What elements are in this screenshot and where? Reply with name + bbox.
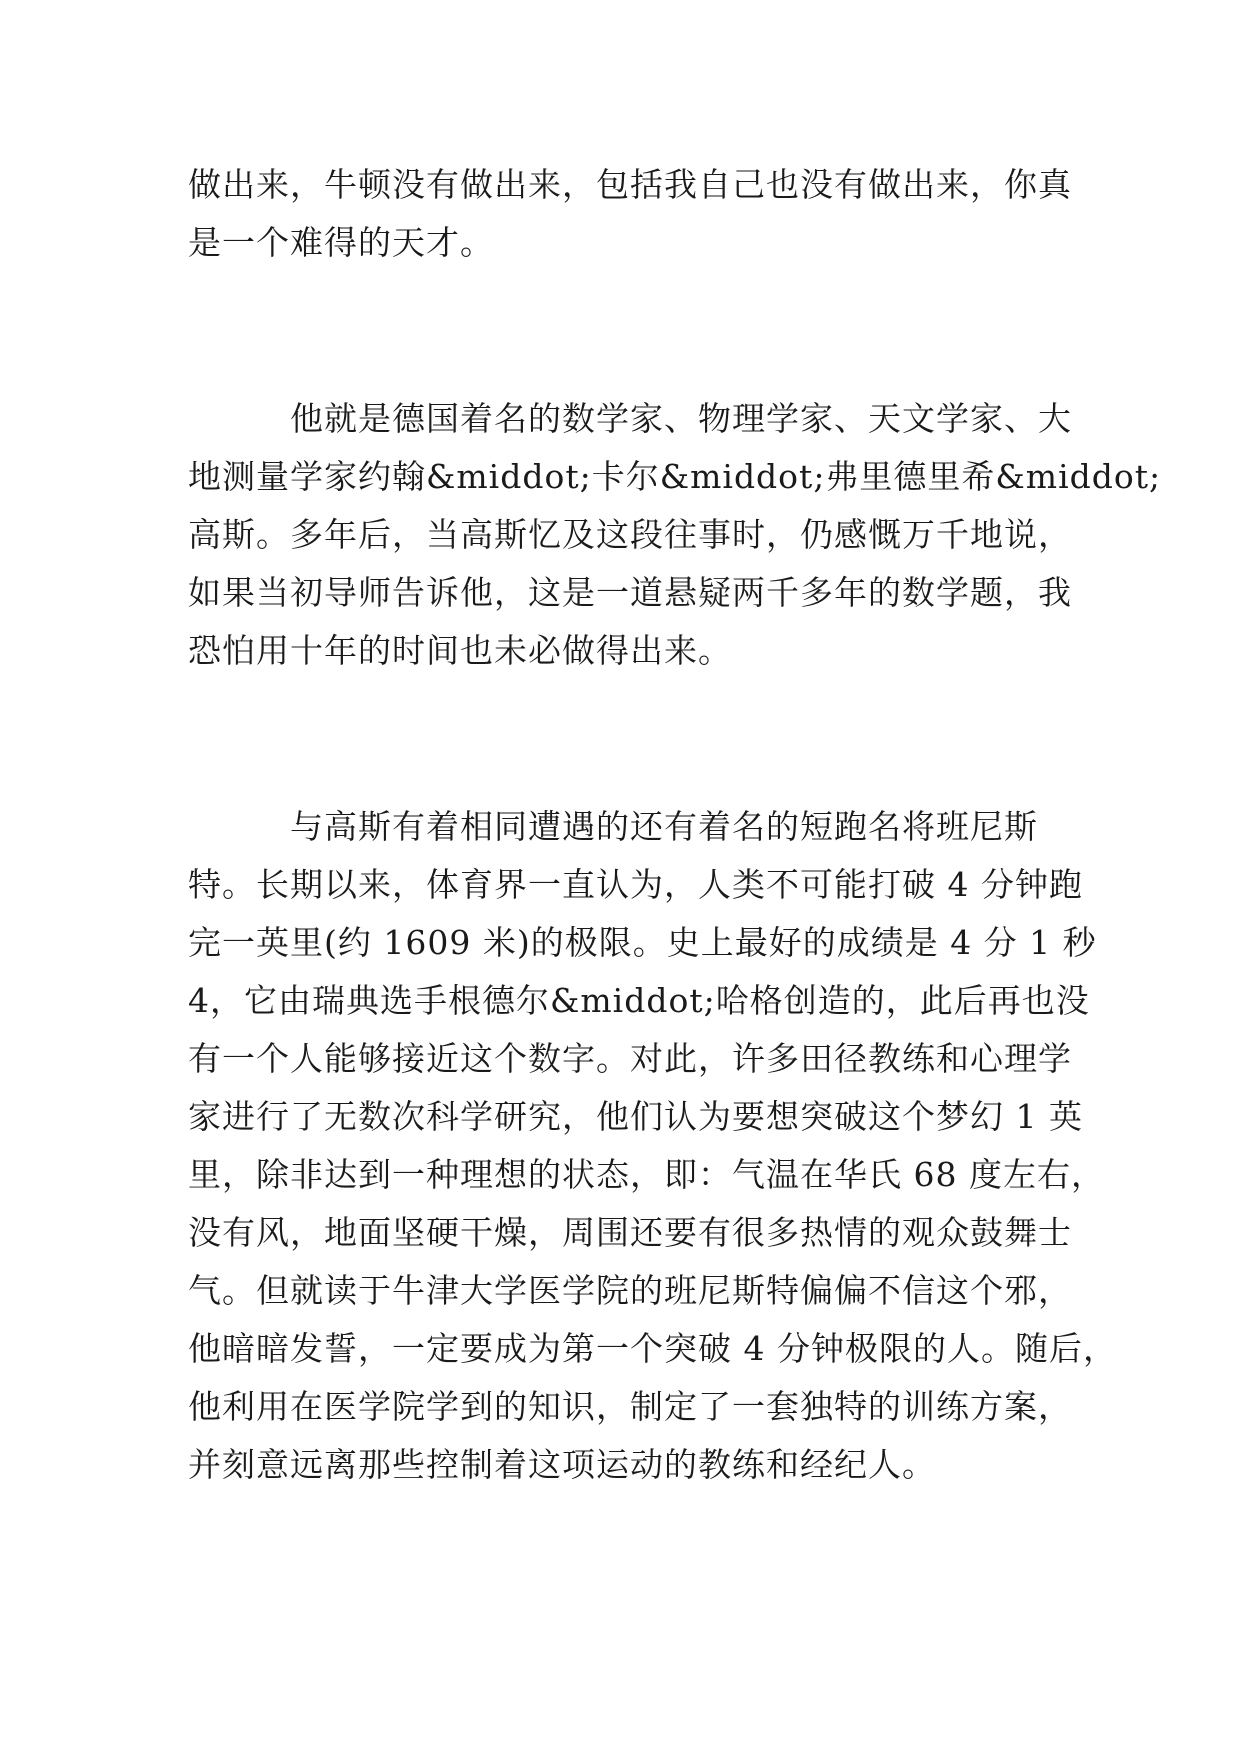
paragraph-line: 他利用在医学院学到的知识，制定了一套独特的训练方案， <box>188 1387 1072 1426</box>
paragraph-line: 特。长期以来，体育界一直认为，人类不可能打破 4 分钟跑 <box>188 865 1083 904</box>
paragraph-line: 里，除非达到一种理想的状态，即：气温在华氏 68 度左右， <box>188 1155 1105 1194</box>
paragraph-line: 他暗暗发誓，一定要成为第一个突破 4 分钟极限的人。随后， <box>188 1329 1117 1368</box>
paragraph-line: 并刻意远离那些控制着这项运动的教练和经纪人。 <box>188 1445 936 1484</box>
paragraph-3 <box>188 798 1117 1494</box>
paragraph-line: 他就是德国着名的数学家、物理学家、天文学家、大 <box>188 399 1072 438</box>
paragraph-line: 做出来，牛顿没有做出来，包括我自己也没有做出来，你真 <box>188 165 1072 204</box>
paragraph-line: 气。但就读于牛津大学医学院的班尼斯特偏偏不信这个邪， <box>188 1271 1072 1310</box>
paragraph-line: 完一英里(约 1609 米)的极限。史上最好的成绩是 4 分 1 秒 <box>188 923 1097 962</box>
paragraph-1 <box>188 156 1072 272</box>
paragraph-line: 如果当初导师告诉他，这是一道悬疑两千多年的数学题，我 <box>188 573 1072 612</box>
paragraph-line: 高斯。多年后，当高斯忆及这段往事时，仍感慨万千地说， <box>188 515 1072 554</box>
paragraph-line: 地测量学家约翰&middot;卡尔&middot;弗里德里希&middot; <box>188 457 1162 496</box>
paragraph-line: 有一个人能够接近这个数字。对此，许多田径教练和心理学 <box>188 1039 1072 1078</box>
paragraph-line: 家进行了无数次科学研究，他们认为要想突破这个梦幻 1 英 <box>188 1097 1083 1136</box>
paragraph-line: 4，它由瑞典选手根德尔&middot;哈格创造的，此后再也没 <box>188 981 1090 1020</box>
paragraph-line: 与高斯有着相同遭遇的还有着名的短跑名将班尼斯 <box>188 807 1038 846</box>
paragraph-line: 恐怕用十年的时间也未必做得出来。 <box>188 631 732 670</box>
paragraph-line: 没有风，地面坚硬干燥，周围还要有很多热情的观众鼓舞士 <box>188 1213 1072 1252</box>
paragraph-2 <box>188 390 1162 680</box>
paragraph-line: 是一个难得的天才。 <box>188 223 494 262</box>
